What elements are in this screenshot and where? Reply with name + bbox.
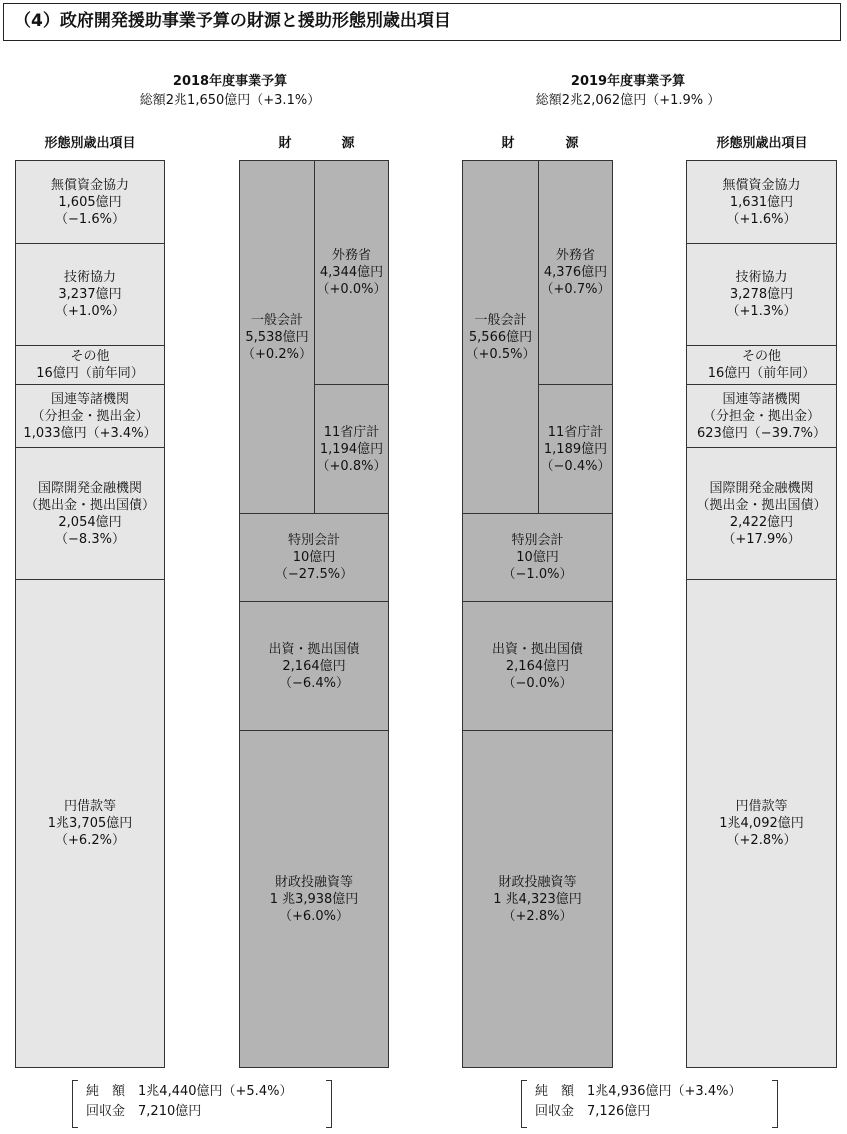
fund-2018-filp (239, 730, 389, 1068)
fund-name: 財政投融資等 (274, 874, 353, 890)
funding-header-left-b: 源 (341, 136, 355, 151)
exp-change: （+17.9%） (722, 531, 801, 547)
footnote-bracket-right-2018 (326, 1080, 332, 1128)
total-label-2018: 総額2兆1,650億円（+3.1%） (139, 93, 321, 108)
exp-change: （−8.3%） (55, 531, 125, 547)
fund-amount: 1 兆3,938億円 (269, 891, 359, 907)
funding-header-right-a: 財 (501, 136, 515, 151)
exp-amount: 16億円（前年同） (707, 366, 816, 381)
fund-name: 外務省 (331, 248, 371, 263)
exp-name: 円借款等 (735, 799, 788, 814)
fund-2018-general-account (239, 160, 315, 514)
footnote-bracket-right-2019 (772, 1080, 778, 1128)
exp-change: （−1.6%） (55, 211, 125, 227)
fund-change: （+0.5%） (465, 346, 536, 362)
fund-amount: 5,538億円 (245, 329, 309, 345)
exp-change: （+1.0%） (55, 304, 125, 319)
fund-name: 11省庁計 (323, 424, 380, 440)
exp-change: （+1.3%） (726, 304, 797, 319)
fund-2019-bonds (462, 601, 613, 731)
fund-2018-special-account (239, 513, 389, 602)
exp-amount: 1,631億円 (729, 194, 794, 210)
fund-name: 特別会計 (287, 533, 340, 548)
fund-2019-general-account (462, 160, 539, 514)
exp-name: 国際開発金融機関 (709, 480, 814, 496)
exp-sub: （拠出金・拠出国債） (696, 497, 827, 513)
exp-name: 国連等諸機関 (50, 391, 129, 407)
funding-header-left-a: 財 (278, 136, 292, 151)
fund-name: 財政投融資等 (498, 874, 577, 890)
fund-change: （−0.0%） (502, 675, 573, 691)
footnote-2019 (535, 1082, 775, 1122)
fund-2019-filp (462, 730, 613, 1068)
exp-2018-un-agencies (15, 384, 165, 448)
fund-change: （+0.7%） (540, 282, 611, 297)
fund-amount: 1 兆4,323億円 (493, 891, 582, 907)
recovery-label: 回収金 (86, 1104, 126, 1119)
exp-amount: 1,033億円（+3.4%） (23, 425, 157, 441)
fund-change: （+0.2%） (242, 346, 312, 362)
fund-amount: 4,376億円 (543, 265, 608, 280)
fund-name: 11省庁計 (547, 424, 604, 440)
fund-2018-mofa (314, 160, 389, 385)
recovery-label: 回収金 (535, 1104, 575, 1119)
exp-name: 無償資金協力 (50, 177, 129, 193)
exp-name: その他 (741, 349, 781, 364)
exp-name: 国際開発金融機関 (37, 480, 142, 496)
exp-name: 技術協力 (735, 270, 788, 285)
fund-amount: 10億円 (292, 550, 336, 565)
expenditure-header-left: 形態別歳出項目 (44, 136, 136, 151)
year-label-2019: 2019年度事業予算 (570, 74, 686, 89)
fund-change: （+2.8%） (502, 908, 573, 924)
fund-name: 一般会計 (474, 312, 527, 328)
fund-change: （−27.5%） (274, 567, 354, 582)
exp-sub: （拠出金・拠出国債） (24, 497, 155, 513)
exp-amount: 3,278億円 (729, 287, 794, 302)
net-value: 1兆4,936億円（+3.4%） (587, 1084, 742, 1099)
fund-amount: 10億円 (516, 550, 559, 565)
exp-amount: 1,605億円 (58, 194, 122, 210)
year-header-2019 (478, 72, 778, 110)
expenditure-header-right: 形態別歳出項目 (716, 136, 808, 151)
total-label-2019: 総額2兆2,062億円（+1.9% ） (535, 93, 721, 108)
exp-sub: （分担金・拠出金） (31, 408, 149, 424)
exp-amount: 2,054億円 (58, 514, 122, 530)
exp-2019-un-agencies (686, 384, 837, 448)
exp-amount: 623億円（−39.7%） (696, 425, 826, 441)
funding-header-right-b: 源 (565, 136, 579, 151)
fund-amount: 5,566億円 (468, 329, 533, 345)
net-label: 純 額 (535, 1084, 575, 1099)
recovery-value: 7,210億円 (138, 1104, 202, 1119)
fund-change: （+0.8%） (316, 458, 387, 474)
exp-2018-mdb (15, 447, 165, 580)
fund-change: （−0.4%） (540, 458, 611, 474)
fund-amount: 2,164億円 (505, 658, 570, 674)
fund-2019-11-ministries (538, 384, 613, 514)
fund-amount: 4,344億円 (319, 265, 384, 280)
fund-2019-mofa (538, 160, 613, 385)
fund-2019-special-account (462, 513, 613, 602)
exp-name: 無償資金協力 (722, 177, 801, 193)
exp-amount: 2,422億円 (729, 514, 794, 530)
exp-amount: 16億円（前年同） (36, 366, 144, 381)
footnote-recovery-2019 (535, 1102, 775, 1122)
fund-amount: 1,189億円 (543, 441, 608, 457)
exp-change: （+6.2%） (55, 833, 125, 848)
exp-name: 国連等諸機関 (722, 391, 801, 407)
footnote-bracket-left-2019 (521, 1080, 527, 1128)
fund-amount: 2,164億円 (282, 658, 346, 674)
fund-change: （−1.0%） (502, 567, 573, 582)
exp-2019-yen-loans (686, 579, 837, 1068)
fund-2018-bonds (239, 601, 389, 731)
net-label: 純 額 (86, 1084, 126, 1099)
exp-amount: 1兆3,705億円 (47, 816, 133, 831)
exp-amount: 1兆4,092億円 (719, 816, 804, 831)
exp-name: 円借款等 (63, 799, 116, 814)
year-header-2018 (80, 72, 380, 110)
exp-change: （+1.6%） (726, 211, 797, 227)
footnote-2018 (86, 1082, 326, 1122)
exp-change: （+2.8%） (726, 833, 797, 848)
footnote-net-2019 (535, 1082, 775, 1102)
footnote-bracket-left-2018 (72, 1080, 78, 1128)
fund-change: （+0.0%） (316, 282, 387, 297)
fund-change: （+6.0%） (279, 908, 349, 924)
footnote-recovery-2018 (86, 1102, 326, 1122)
fund-2018-11-ministries (314, 384, 389, 514)
exp-2019-other (686, 345, 837, 385)
net-value: 1兆4,440億円（+5.4%） (138, 1084, 293, 1099)
exp-2019-mdb (686, 447, 837, 580)
exp-sub: （分担金・拠出金） (702, 408, 820, 424)
exp-2018-other (15, 345, 165, 385)
exp-2018-yen-loans (15, 579, 165, 1068)
exp-2018-technical-cooperation (15, 243, 165, 346)
exp-2018-grant-aid (15, 160, 165, 244)
fund-name: 出資・拠出国債 (491, 641, 583, 657)
exp-name: その他 (70, 349, 110, 364)
exp-amount: 3,237億円 (58, 287, 122, 302)
exp-name: 技術協力 (63, 270, 116, 285)
fund-change: （−6.4%） (279, 675, 349, 691)
fund-name: 出資・拠出国債 (268, 641, 360, 657)
fund-name: 特別会計 (511, 533, 564, 548)
exp-2019-grant-aid (686, 160, 837, 244)
year-label-2018: 2018年度事業予算 (172, 74, 288, 89)
recovery-value: 7,126億円 (587, 1104, 651, 1119)
fund-name: 外務省 (555, 248, 595, 263)
exp-2019-technical-cooperation (686, 243, 837, 346)
footnote-net-2018 (86, 1082, 326, 1102)
page-title: （4）政府開発援助事業予算の財源と援助形態別歳出項目 (3, 3, 841, 41)
fund-amount: 1,194億円 (319, 441, 384, 457)
fund-name: 一般会計 (250, 312, 303, 328)
